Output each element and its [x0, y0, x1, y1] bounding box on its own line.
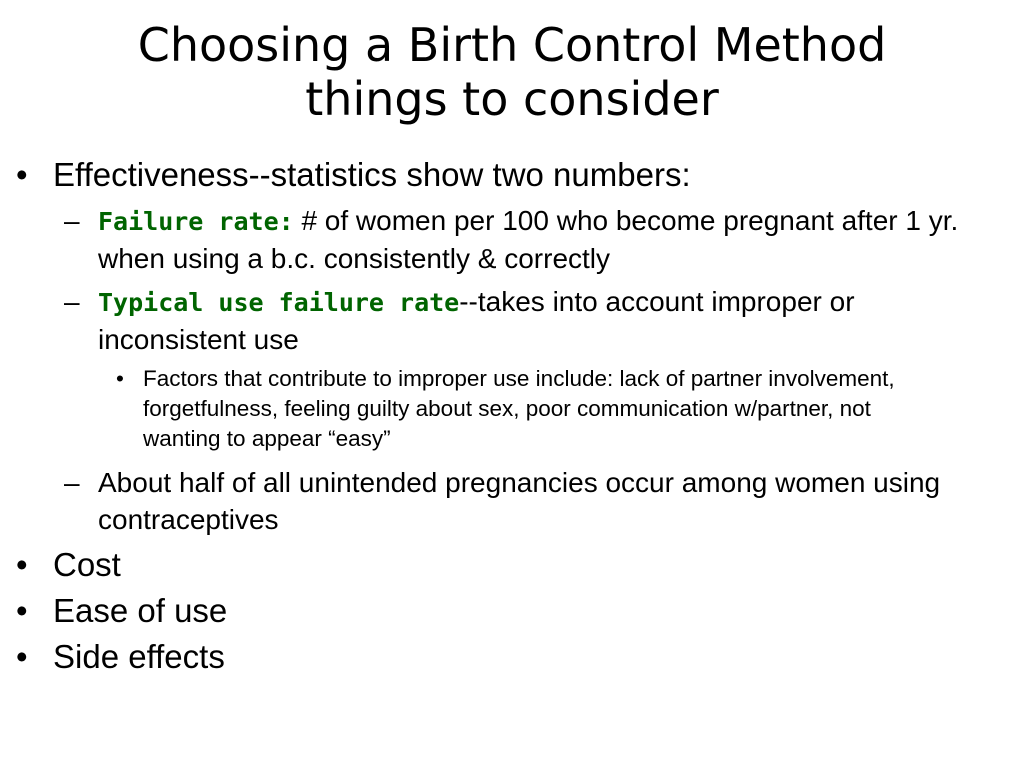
bullet-mark: • — [16, 156, 28, 193]
bullet-text: Cost — [53, 546, 121, 583]
bullet-text: Side effects — [53, 638, 225, 675]
subbullet-failure-rate — [0, 202, 1024, 277]
bullet-ease-of-use — [0, 592, 1024, 630]
dash-mark: – — [64, 467, 80, 498]
subbullet-text: # of women per 100 who become pregnant after 1 yr. when using a b.c. consistently & correctly — [98, 205, 959, 274]
bullet-text: Effectiveness--statistics show two numbers: — [53, 156, 691, 193]
bullet-effectiveness — [0, 156, 1024, 194]
bullet-mark: • — [116, 366, 124, 391]
bullet-text: Ease of use — [53, 592, 228, 629]
subbullet-text: --takes into account improper or inconsistent use — [98, 286, 855, 355]
bullet-side-effects — [0, 638, 1024, 676]
subsubbullet-text: Factors that contribute to improper use include: lack of partner involvement, forgetfulness, feeling guilty about sex, poor communication w/partner, not wanting to appear “easy” — [143, 366, 895, 451]
bullet-cost — [0, 546, 1024, 584]
slide-body — [0, 156, 1024, 684]
bullet-mark: • — [16, 638, 28, 675]
subbullet-unintended-pregnancies — [0, 464, 1024, 538]
subbullet-typical-use — [0, 283, 1024, 358]
bullet-mark: • — [16, 592, 28, 629]
slide-title-line-1: Choosing a Birth Control Method — [137, 18, 887, 72]
subsubbullet-factors — [0, 364, 1024, 454]
slide-title-line-2: things to consider — [305, 72, 719, 126]
bullet-mark: • — [16, 546, 28, 583]
subbullet-text: About half of all unintended pregnancies occur among women using contraceptives — [98, 467, 941, 535]
dash-mark: – — [64, 286, 80, 317]
slide-title — [40, 18, 984, 126]
term-failure-rate: Failure rate: — [98, 207, 294, 236]
term-typical-use-failure-rate: Typical use failure rate — [98, 288, 460, 317]
dash-mark: – — [64, 205, 80, 236]
